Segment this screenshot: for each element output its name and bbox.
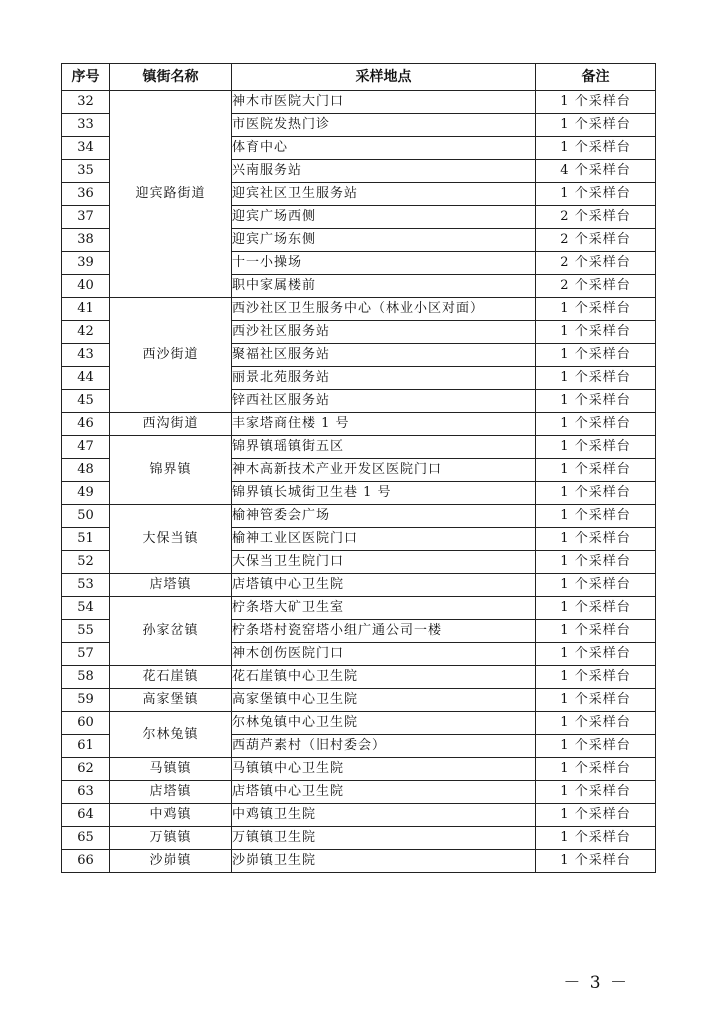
- sampling-site-cell: 店塔镇中心卫生院: [232, 574, 536, 597]
- remarks-cell: 1 个采样台: [536, 620, 656, 643]
- sampling-site-cell: 市医院发热门诊: [232, 114, 536, 137]
- header-serial-number: 序号: [62, 64, 110, 91]
- serial-number-cell: 63: [62, 781, 110, 804]
- sampling-site-cell: 店塔镇中心卫生院: [232, 781, 536, 804]
- remarks-cell: 1 个采样台: [536, 666, 656, 689]
- page-number-footer: [0, 968, 721, 993]
- serial-number-cell: 54: [62, 597, 110, 620]
- table-row: [62, 850, 656, 873]
- remarks-cell: 1 个采样台: [536, 390, 656, 413]
- sampling-site-cell: 神木市医院大门口: [232, 91, 536, 114]
- header-town-name: 镇街名称: [110, 64, 232, 91]
- sampling-site-cell: 中鸡镇卫生院: [232, 804, 536, 827]
- remarks-cell: 2 个采样台: [536, 275, 656, 298]
- sampling-site-cell: 丰家塔商住楼 1 号: [232, 413, 536, 436]
- remarks-cell: 1 个采样台: [536, 574, 656, 597]
- remarks-cell: 2 个采样台: [536, 252, 656, 275]
- table-row: [62, 712, 656, 735]
- sampling-site-cell: 丽景北苑服务站: [232, 367, 536, 390]
- serial-number-cell: 49: [62, 482, 110, 505]
- sampling-site-cell: 尔林兔镇中心卫生院: [232, 712, 536, 735]
- table-row: [62, 781, 656, 804]
- remarks-cell: 1 个采样台: [536, 827, 656, 850]
- table-row: [62, 827, 656, 850]
- serial-number-cell: 33: [62, 114, 110, 137]
- sampling-site-cell: 沙峁镇卫生院: [232, 850, 536, 873]
- sampling-site-cell: 西沙社区卫生服务中心（林业小区对面）: [232, 298, 536, 321]
- sampling-site-cell: 榆神工业区医院门口: [232, 528, 536, 551]
- table-row: [62, 436, 656, 459]
- serial-number-cell: 46: [62, 413, 110, 436]
- remarks-cell: 1 个采样台: [536, 367, 656, 390]
- remarks-cell: 1 个采样台: [536, 643, 656, 666]
- remarks-cell: 1 个采样台: [536, 137, 656, 160]
- serial-number-cell: 65: [62, 827, 110, 850]
- table-row: [62, 689, 656, 712]
- remarks-cell: 1 个采样台: [536, 459, 656, 482]
- remarks-cell: 1 个采样台: [536, 413, 656, 436]
- serial-number-cell: 57: [62, 643, 110, 666]
- sampling-site-cell: 西葫芦素村（旧村委会）: [232, 735, 536, 758]
- serial-number-cell: 62: [62, 758, 110, 781]
- page-number: － 3 －: [563, 973, 629, 993]
- serial-number-cell: 34: [62, 137, 110, 160]
- remarks-cell: 1 个采样台: [536, 735, 656, 758]
- remarks-cell: 1 个采样台: [536, 712, 656, 735]
- sampling-site-cell: 西沙社区服务站: [232, 321, 536, 344]
- serial-number-cell: 61: [62, 735, 110, 758]
- remarks-cell: 1 个采样台: [536, 804, 656, 827]
- table-row: [62, 666, 656, 689]
- town-name-cell: 迎宾路街道: [110, 91, 232, 298]
- serial-number-cell: 45: [62, 390, 110, 413]
- sampling-site-cell: 迎宾广场西侧: [232, 206, 536, 229]
- remarks-cell: 1 个采样台: [536, 321, 656, 344]
- sampling-site-cell: 职中家属楼前: [232, 275, 536, 298]
- sampling-site-cell: 迎宾社区卫生服务站: [232, 183, 536, 206]
- town-name-cell: 店塔镇: [110, 781, 232, 804]
- remarks-cell: 1 个采样台: [536, 482, 656, 505]
- sampling-site-cell: 兴南服务站: [232, 160, 536, 183]
- sampling-site-cell: 神木高新技术产业开发区医院门口: [232, 459, 536, 482]
- table-header: [62, 64, 656, 91]
- table-row: [62, 298, 656, 321]
- sampling-site-cell: 马镇镇中心卫生院: [232, 758, 536, 781]
- sampling-site-cell: 体育中心: [232, 137, 536, 160]
- table-row: [62, 574, 656, 597]
- sampling-site-cell: 迎宾广场东侧: [232, 229, 536, 252]
- table-row: [62, 505, 656, 528]
- town-name-cell: 沙峁镇: [110, 850, 232, 873]
- remarks-cell: 4 个采样台: [536, 160, 656, 183]
- serial-number-cell: 58: [62, 666, 110, 689]
- table-body: [62, 91, 656, 873]
- serial-number-cell: 50: [62, 505, 110, 528]
- remarks-cell: 1 个采样台: [536, 850, 656, 873]
- town-name-cell: 孙家岔镇: [110, 597, 232, 666]
- serial-number-cell: 52: [62, 551, 110, 574]
- town-name-cell: 尔林兔镇: [110, 712, 232, 758]
- table-row: [62, 597, 656, 620]
- sampling-site-cell: 锌西社区服务站: [232, 390, 536, 413]
- serial-number-cell: 38: [62, 229, 110, 252]
- sampling-site-cell: 锦界镇长城街卫生巷 1 号: [232, 482, 536, 505]
- remarks-cell: 1 个采样台: [536, 781, 656, 804]
- serial-number-cell: 59: [62, 689, 110, 712]
- serial-number-cell: 40: [62, 275, 110, 298]
- sampling-site-cell: 神木创伤医院门口: [232, 643, 536, 666]
- serial-number-cell: 60: [62, 712, 110, 735]
- header-sampling-site: 采样地点: [232, 64, 536, 91]
- sampling-site-cell: 柠条塔村瓷窑塔小组广通公司一楼: [232, 620, 536, 643]
- sampling-site-cell: 柠条塔大矿卫生室: [232, 597, 536, 620]
- sampling-site-cell: 万镇镇卫生院: [232, 827, 536, 850]
- serial-number-cell: 32: [62, 91, 110, 114]
- serial-number-cell: 43: [62, 344, 110, 367]
- town-name-cell: 马镇镇: [110, 758, 232, 781]
- serial-number-cell: 53: [62, 574, 110, 597]
- remarks-cell: 1 个采样台: [536, 114, 656, 137]
- serial-number-cell: 41: [62, 298, 110, 321]
- sampling-site-cell: 大保当卫生院门口: [232, 551, 536, 574]
- table-row: [62, 413, 656, 436]
- table-row: [62, 91, 656, 114]
- serial-number-cell: 35: [62, 160, 110, 183]
- remarks-cell: 1 个采样台: [536, 528, 656, 551]
- serial-number-cell: 36: [62, 183, 110, 206]
- town-name-cell: 锦界镇: [110, 436, 232, 505]
- remarks-cell: 1 个采样台: [536, 91, 656, 114]
- header-row: [62, 64, 656, 91]
- remarks-cell: 2 个采样台: [536, 229, 656, 252]
- town-name-cell: 西沙街道: [110, 298, 232, 413]
- town-name-cell: 西沟街道: [110, 413, 232, 436]
- serial-number-cell: 39: [62, 252, 110, 275]
- serial-number-cell: 42: [62, 321, 110, 344]
- town-name-cell: 万镇镇: [110, 827, 232, 850]
- serial-number-cell: 37: [62, 206, 110, 229]
- remarks-cell: 1 个采样台: [536, 505, 656, 528]
- town-name-cell: 店塔镇: [110, 574, 232, 597]
- town-name-cell: 花石崖镇: [110, 666, 232, 689]
- serial-number-cell: 47: [62, 436, 110, 459]
- remarks-cell: 1 个采样台: [536, 758, 656, 781]
- serial-number-cell: 48: [62, 459, 110, 482]
- remarks-cell: 1 个采样台: [536, 298, 656, 321]
- serial-number-cell: 64: [62, 804, 110, 827]
- remarks-cell: 1 个采样台: [536, 436, 656, 459]
- table-row: [62, 758, 656, 781]
- remarks-cell: 1 个采样台: [536, 689, 656, 712]
- remarks-cell: 1 个采样台: [536, 597, 656, 620]
- sampling-sites-table: [61, 63, 656, 873]
- remarks-cell: 2 个采样台: [536, 206, 656, 229]
- sampling-site-cell: 高家堡镇中心卫生院: [232, 689, 536, 712]
- serial-number-cell: 66: [62, 850, 110, 873]
- sampling-site-cell: 花石崖镇中心卫生院: [232, 666, 536, 689]
- sampling-site-cell: 锦界镇瑶镇街五区: [232, 436, 536, 459]
- town-name-cell: 中鸡镇: [110, 804, 232, 827]
- sampling-site-cell: 十一小操场: [232, 252, 536, 275]
- town-name-cell: 大保当镇: [110, 505, 232, 574]
- serial-number-cell: 44: [62, 367, 110, 390]
- header-remarks: 备注: [536, 64, 656, 91]
- town-name-cell: 高家堡镇: [110, 689, 232, 712]
- sampling-site-cell: 榆神管委会广场: [232, 505, 536, 528]
- remarks-cell: 1 个采样台: [536, 183, 656, 206]
- table-row: [62, 804, 656, 827]
- remarks-cell: 1 个采样台: [536, 551, 656, 574]
- serial-number-cell: 55: [62, 620, 110, 643]
- sampling-site-cell: 聚福社区服务站: [232, 344, 536, 367]
- remarks-cell: 1 个采样台: [536, 344, 656, 367]
- serial-number-cell: 51: [62, 528, 110, 551]
